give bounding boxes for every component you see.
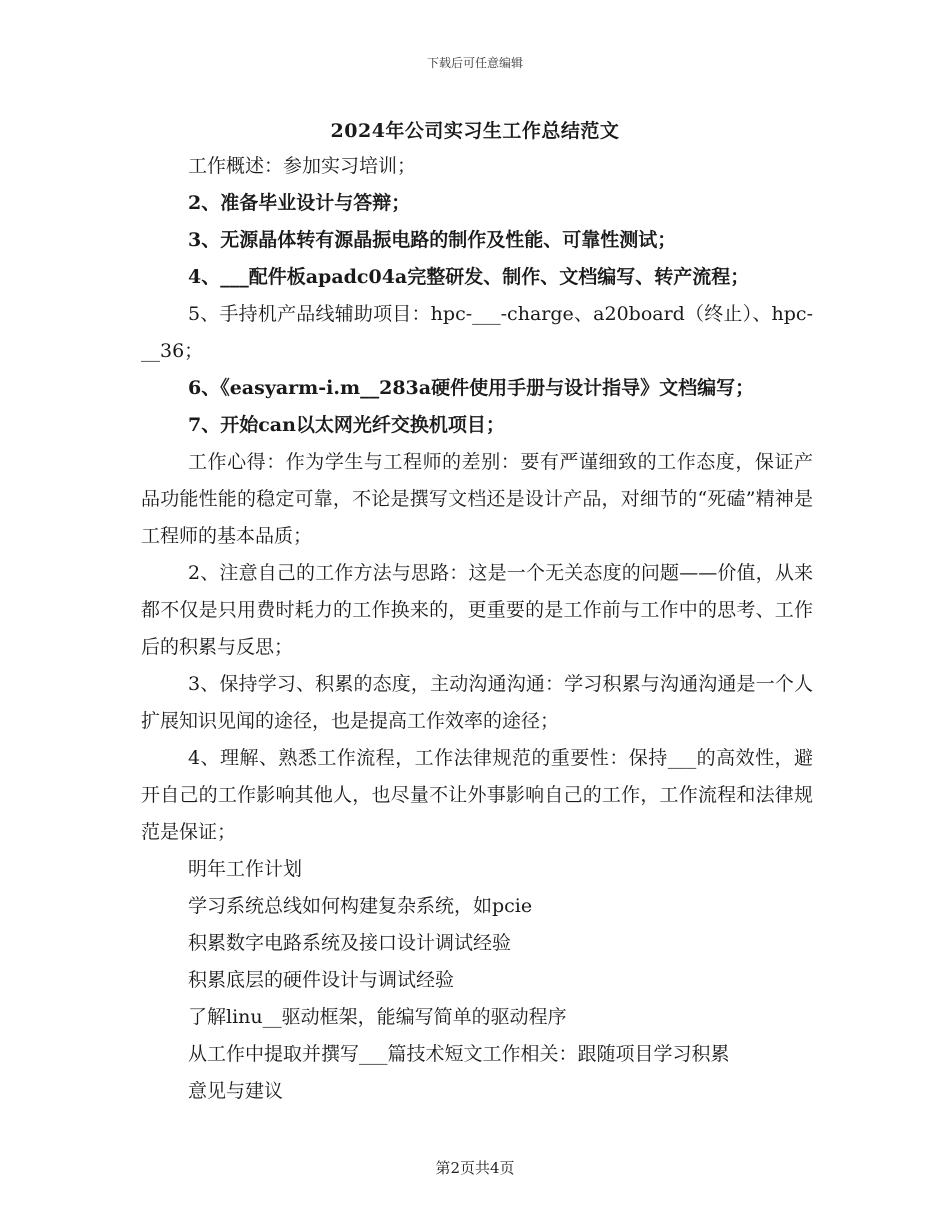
paragraph-item-2: 2、准备毕业设计与答辩； [188, 192, 411, 214]
page-footer: 第2页共4页 [435, 1159, 515, 1177]
paragraph-plan-1: 学习系统总线如何构建复杂系统，如pcie [188, 895, 533, 917]
paragraph-item-6: 6、《easyarm-i.m__283a硬件使用手册与设计指导》文档编写； [188, 377, 755, 399]
paragraph-plan-5: 从工作中提取并撰写___篇技术短文工作相关：跟随项目学习积累 [188, 1043, 730, 1065]
paragraph-insight-2: 2、注意自己的工作方法与思路：这是一个无关态度的问题——价值，从来都不仅是只用费时耗力的工作换来的，更重要的是工作前与工作中的思考、工作后的积累与反思； [141, 562, 813, 658]
paragraph-item-7: 7、开始can以太网光纤交换机项目； [188, 414, 505, 436]
paragraph-plan-3: 积累底层的硬件设计与调试经验 [188, 969, 455, 991]
paragraph-plan-heading: 明年工作计划 [188, 858, 303, 880]
paragraph-item-5: 5、手持机产品线辅助项目：hpc-___-charge、a20board（终止）、hpc-__36； [141, 303, 813, 362]
paragraph-suggestions-heading: 意见与建议 [188, 1080, 284, 1102]
paragraph-plan-2: 积累数字电路系统及接口设计调试经验 [188, 932, 512, 954]
paragraph-insight-3: 3、保持学习、积累的态度，主动沟通沟通：学习积累与沟通沟通是一个人扩展知识见闻的途径，也是提高工作效率的途径； [141, 673, 813, 732]
document-body [141, 148, 813, 1110]
paragraph-insights: 工作心得：作为学生与工程师的差别：要有严谨细致的工作态度，保证产品功能性能的稳定可靠，不论是撰写文档还是设计产品，对细节的“死磕”精神是工程师的基本品质； [141, 451, 813, 547]
paragraph-item-3: 3、无源晶体转有源晶振电路的制作及性能、可靠性测试； [188, 229, 677, 251]
paragraph-plan-4: 了解linu__驱动框架，能编写简单的驱动程序 [188, 1006, 567, 1028]
page-header: 下载后可任意编辑 [426, 56, 523, 70]
document-title: 2024年公司实习生工作总结范文 [330, 120, 620, 142]
paragraph-overview: 工作概述：参加实习培训； [188, 155, 417, 177]
paragraph-item-4: 4、___配件板apadc04a完整研发、制作、文档编写、转产流程； [188, 266, 750, 288]
paragraph-insight-4: 4、理解、熟悉工作流程，工作法律规范的重要性：保持___的高效性，避开自己的工作影响其他人，也尽量不让外事影响自己的工作，工作流程和法律规范是保证； [141, 747, 813, 843]
